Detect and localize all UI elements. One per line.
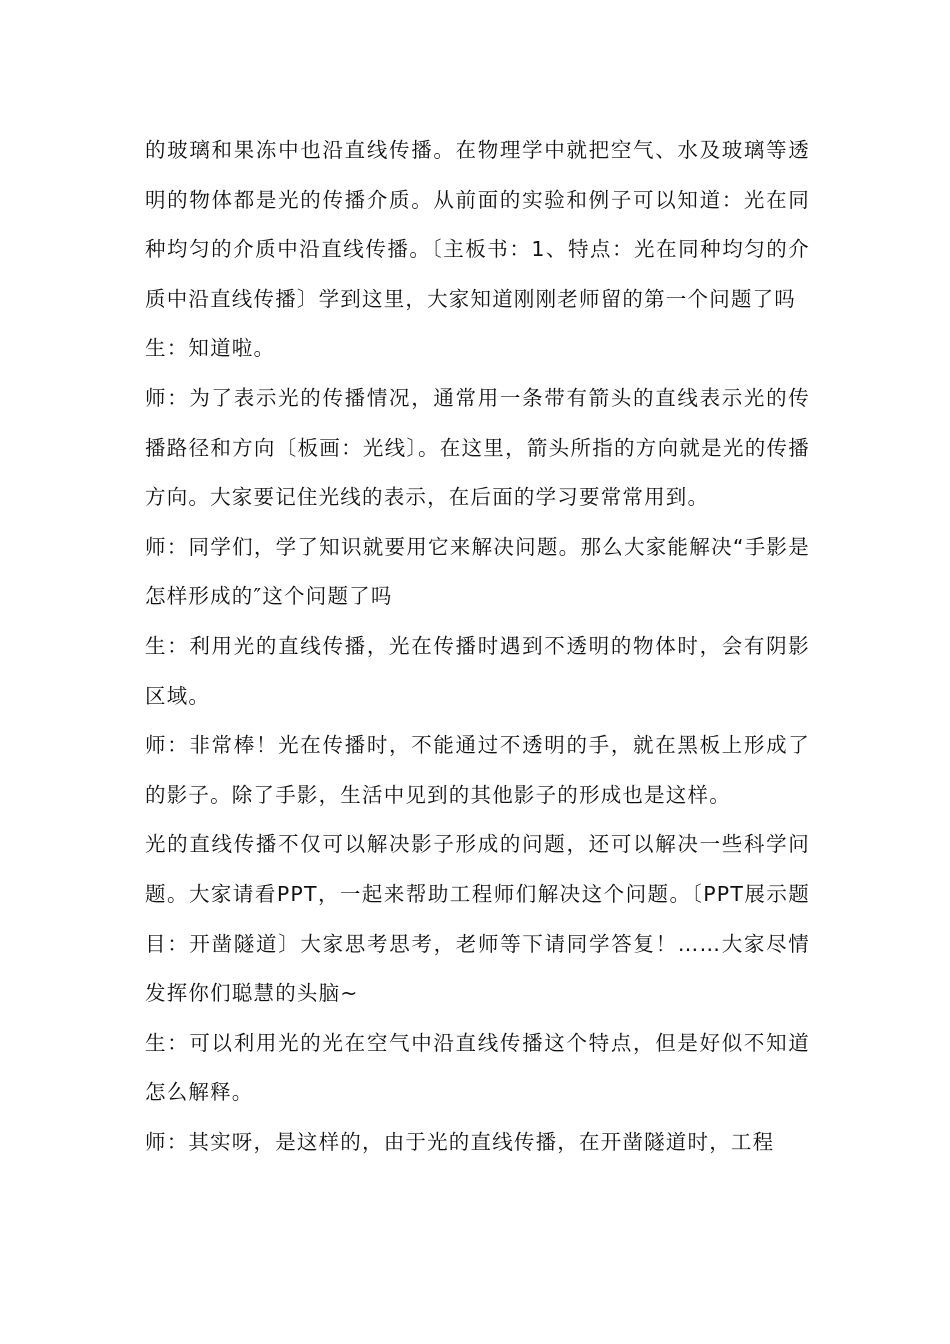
paragraph-student-shadow-answer: 生：利用光的直线传播，光在传播时遇到不透明的物体时，会有阴影区域。 [145,633,810,708]
paragraph-tunnel-problem: 光的直线传播不仅可以解决影子形成的问题，还可以解决一些科学问题。大家请看PPT，一起来帮助工程师们解决这个问题。〔PPT展示题目：开凿隧道〕大家思考思考，老师等下请同学答复！……大家尽情发挥你们聪慧的头脑~ [145,832,810,1006]
paragraph-teacher-tunnel-explanation: 师：其实呀，是这样的，由于光的直线传播，在开凿隧道时，工程 [145,1129,775,1154]
paragraph-teacher-hand-shadow-question: 师：同学们，学了知识就要用它来解决问题。那么大家能解决“手影是怎样形成的″这个问题了吗 [145,534,810,609]
paragraph-teacher-praise: 师：非常棒！光在传播时，不能通过不透明的手，就在黑板上形成了的影子。除了手影，生活中见到的其他影子的形成也是这样。 [145,733,810,807]
paragraph-student-tunnel-answer: 生：可以利用光的光在空气中沿直线传播这个特点，但是好似不知道怎么解释。 [145,1030,810,1105]
paragraph-student-reply: 生：知道啦。 [145,336,276,361]
paragraph-teacher-light-ray: 师：为了表示光的传播情况，通常用一条带有箭头的直线表示光的传播路径和方向〔板画：光线〕。在这里，箭头所指的方向就是光的传播方向。大家要记住光线的表示，在后面的学习要常常用到。 [145,385,810,510]
document-body [145,126,810,1167]
paragraph-teacher-explanation: 的玻璃和果冻中也沿直线传播。在物理学中就把空气、水及玻璃等透明的物体都是光的传播介质。从前面的实验和例子可以知道：光在同种均匀的介质中沿直线传播。〔主板书：1、特点：光在同种均匀的介质中沿直线传播〕学到这里，大家知道刚刚老师留的第一个问题了吗 [145,138,810,311]
